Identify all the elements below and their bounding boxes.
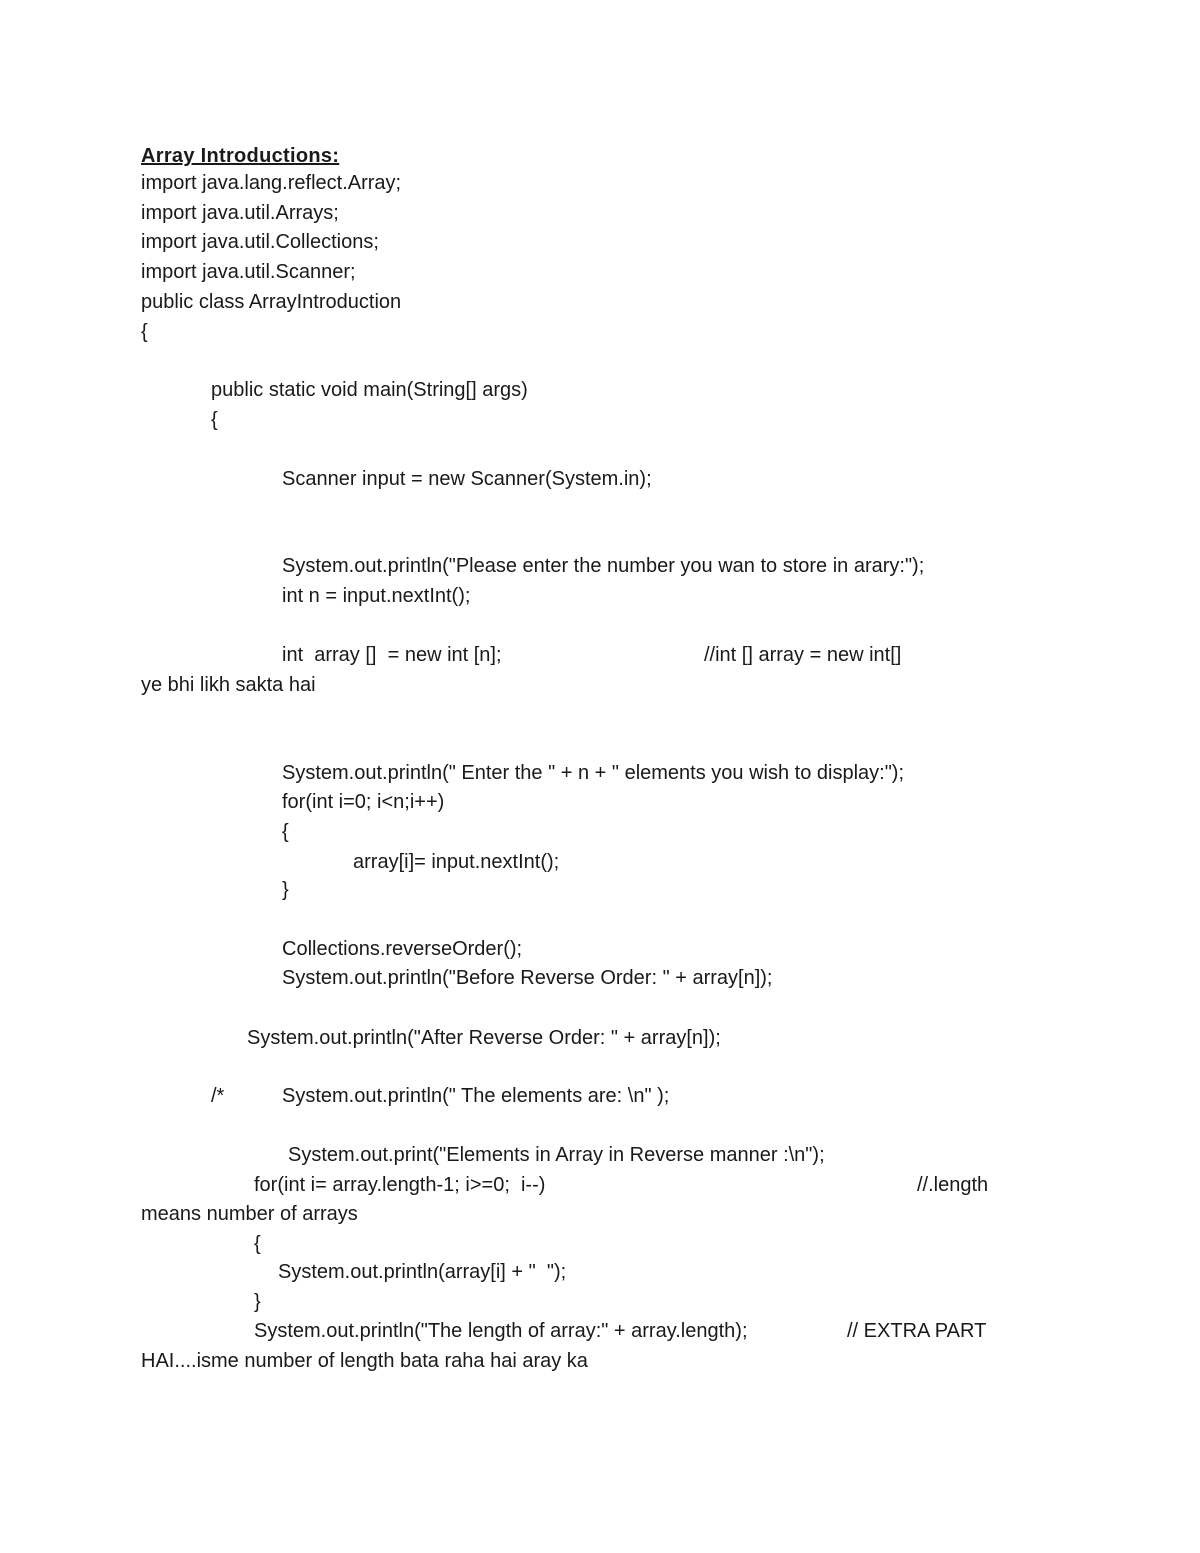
code-comment: //.length xyxy=(917,1174,989,1196)
code-comment: //int [] array = new int[] xyxy=(704,644,902,666)
code-line: int array [] = new int [n]; xyxy=(282,644,502,666)
code-line: System.out.println(" The elements are: \n" ); xyxy=(282,1085,670,1107)
code-line: Collections.reverseOrder(); xyxy=(282,938,523,960)
document-title: Array Introductions: xyxy=(141,145,340,167)
code-comment: ye bhi likh sakta hai xyxy=(141,674,316,696)
code-line: } xyxy=(282,879,289,901)
code-line: import java.util.Collections; xyxy=(141,231,379,253)
code-comment: HAI....isme number of length bata raha hai aray ka xyxy=(141,1350,588,1372)
code-line: for(int i=0; i<n;i++) xyxy=(282,791,445,813)
code-line: import java.util.Scanner; xyxy=(141,261,356,283)
code-line: { xyxy=(254,1233,261,1255)
code-line: { xyxy=(211,409,218,431)
code-line: Scanner input = new Scanner(System.in); xyxy=(282,468,652,490)
code-line: public class ArrayIntroduction xyxy=(141,291,402,313)
code-line: } xyxy=(254,1291,261,1313)
code-line: array[i]= input.nextInt(); xyxy=(353,851,560,873)
code-line: System.out.println(array[i] + " "); xyxy=(278,1261,567,1283)
code-line: System.out.println("Please enter the number you wan to store in arary:"); xyxy=(282,555,925,577)
code-comment: /* xyxy=(211,1085,225,1107)
code-line: System.out.println("After Reverse Order: " + array[n]); xyxy=(247,1027,721,1049)
code-line: { xyxy=(282,821,289,843)
code-line: import java.util.Arrays; xyxy=(141,202,339,224)
code-line: System.out.println("Before Reverse Order: " + array[n]); xyxy=(282,967,773,989)
code-line: System.out.println(" Enter the " + n + " elements you wish to display:"); xyxy=(282,762,905,784)
code-comment: // EXTRA PART xyxy=(847,1320,987,1342)
code-line: for(int i= array.length-1; i>=0; i--) xyxy=(254,1174,546,1196)
code-line: public static void main(String[] args) xyxy=(211,379,528,401)
code-line: int n = input.nextInt(); xyxy=(282,585,471,607)
code-line: System.out.print("Elements in Array in Reverse manner :\n"); xyxy=(288,1144,825,1166)
code-comment: means number of arrays xyxy=(141,1203,358,1225)
code-line: import java.lang.reflect.Array; xyxy=(141,172,402,194)
code-line: { xyxy=(141,321,148,343)
code-line: System.out.println("The length of array:" + array.length); xyxy=(254,1320,748,1342)
